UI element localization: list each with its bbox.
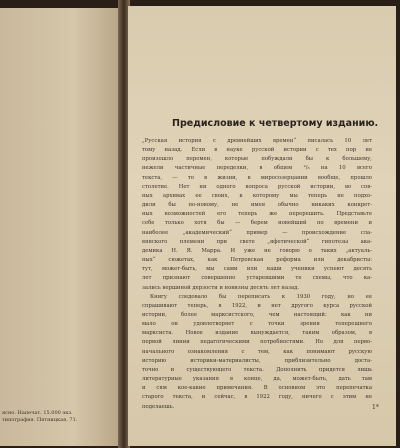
preface-text-line: истории, более марксистского, чем настоящий: как ни — [142, 311, 372, 318]
imprint-line-2: типография. Пятницкая, 71. — [2, 417, 78, 423]
preface-text-line: марксиста. Новое издание вынуждается, таким образом, в — [142, 330, 372, 337]
preface-text-line: начального ознакомления с тем, как понимают русскую — [142, 348, 372, 355]
preface-text-line: дили бы по-новому, не имея обычно никаких конкрет- — [142, 202, 372, 209]
preface-text-line: демика Н. Я. Марра. И уже не говорю о таких „актуаль- — [142, 247, 372, 254]
preface-text-line: лет признают совершенно устаревшими те схемы, что ка- — [142, 275, 372, 282]
preface-text-line: поделаешь. — [142, 403, 175, 410]
preface-text-line: наиболее „академический“ пример — происхождение сла- — [142, 229, 372, 236]
preface-text-line: литературные указания в конце, да, может-быть, дать там — [142, 376, 372, 383]
preface-text-line: ных возможностей его теперь же перерешить. Представьте — [142, 211, 372, 218]
preface-text-line: спрашивают теперь, в 1922, и нет другого курса русской — [142, 302, 372, 309]
preface-text-line: вянского племени при свете „яфетической“ гипотезы ака- — [142, 238, 372, 245]
preface-title: Предисловие к четвертому изданию. — [172, 118, 379, 129]
preface-text-line: текста, — то в жизни, в миросозерцании вообще, прошло — [142, 174, 372, 181]
preface-body — [142, 137, 372, 412]
preface-text-line: историю историки-материалисты, приблизительно доста- — [142, 357, 372, 364]
preface-text-line: зались вершиной дерзости и новизны десять лет назад. — [142, 284, 300, 291]
preface-text-line: „Русская история с древнейших времен“ писалась 10 лет — [142, 138, 372, 144]
imprint-line-1: ясно. Напечат. 15.000 экз. — [2, 410, 73, 416]
preface-text-line: нежели частичные переделки, в общем ²/₃ на 10 всего — [142, 165, 372, 172]
left-page — [0, 8, 122, 446]
page-number: 1* — [372, 404, 379, 411]
preface-text-line: первой линии педагогическими потребностями. Но для перво- — [142, 339, 372, 346]
preface-text-line: ных архивах ее своих, к которому мы теперь не подхо- — [142, 192, 372, 199]
preface-text-line: себе только хотя бы — берем новейший по времени и — [142, 220, 372, 227]
preface-text-line: мало он удовлетворяет с точки зрения теперешнего — [142, 321, 372, 328]
preface-text-line: Книгу следовало бы переписать к 1930 году, но ее — [150, 293, 372, 300]
left-page-imprint — [2, 410, 124, 424]
preface-text-line: старого текста, и сейчас, в 1922 году, ничего с этим не — [142, 394, 372, 401]
preface-text-line: тут, может-быть, мы сами или наши ученики успеют десять — [142, 266, 372, 273]
preface-text-line: столетие. Нет ни одного вопроса русской истории, во сов- — [142, 183, 372, 190]
preface-text-line: точно и существующего текста. Дополнить придется лишь — [142, 366, 372, 373]
preface-text-line: произошло перемен, которые побуждали бы к большему, — [142, 156, 372, 163]
preface-text-line: ных“ сюжетах, как Петровская реформа или декабристы: — [142, 257, 372, 264]
preface-text-line: и сям кое-какие примечания. В основном это перепечатка — [142, 385, 372, 392]
preface-text-line: тому назад. Если в науке русской истории с тех пор не — [142, 147, 372, 154]
